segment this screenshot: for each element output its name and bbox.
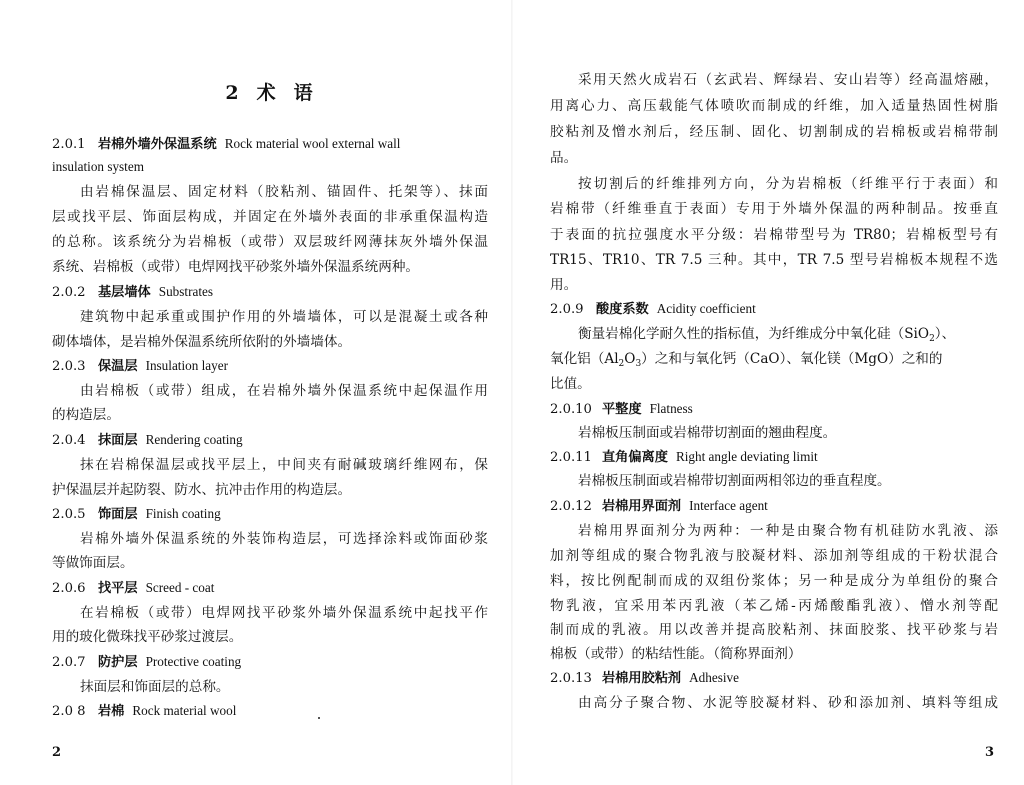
chapter-title-char-2: 语 <box>293 82 315 104</box>
term-cn: 基层墙体 <box>98 285 151 300</box>
body-line: 按切割后的纤维排列方向，分为岩棉板（纤维平行于表面）和 <box>578 176 998 192</box>
term-en: Right angle deviating limit <box>675 449 818 464</box>
term-cn: 找平层 <box>98 581 138 596</box>
body-line: 比值。 <box>550 376 591 392</box>
term-heading <box>550 399 998 420</box>
term-en: Insulation layer <box>145 358 228 373</box>
body-line: 的构造层。 <box>52 407 120 423</box>
body-line: 物乳液，宜采用苯丙乳液（苯乙烯-丙烯酸酯乳液）、憎水剂等配 <box>550 598 998 614</box>
page-number: 3 <box>984 745 994 760</box>
text-run: 衡量岩棉化学耐久性的指标值，为纤维成分中氧化硅（SiO <box>578 326 930 342</box>
body-line: TR15、TR10、TR 7.5 三种。其中，TR 7.5 型号岩棉板本规程不选 <box>550 252 998 268</box>
body-line: 在岩棉板（或带）电焊网找平砂浆外墙外保温系统中起找平作 <box>80 605 488 621</box>
body-line: 层或找平层、饰面层构成，并固定在外墙外表面的非承重保温构造 <box>52 209 488 225</box>
body-line: 用的玻化微珠找平砂浆过渡层。 <box>52 629 243 645</box>
term-heading <box>550 447 998 468</box>
term-heading <box>52 134 488 155</box>
body-line: 料，按比例配制而成的双组份浆体；另一种是成分为单组份的聚合 <box>550 573 998 589</box>
body-line: 制而成的乳液。用以改善并提高胶粘剂、抹面胶浆、找平砂浆与岩 <box>550 622 998 638</box>
body-line: 用离心力、高压载能气体喷吹而制成的纤维，加入适量热固性树脂 <box>550 98 998 114</box>
term-heading <box>52 701 488 722</box>
term-en: Flatness <box>649 401 693 416</box>
term-en: Protective coating <box>145 654 242 669</box>
term-heading <box>550 496 998 517</box>
term-cn: 直角偏离度 <box>602 450 668 465</box>
term-en: Acidity coefficient <box>656 301 756 316</box>
term-heading-cont <box>52 157 488 178</box>
term-number: 2.0.11 <box>550 450 592 465</box>
term-number: 2.0.6 <box>52 581 86 596</box>
term-heading <box>52 282 488 303</box>
body-line-chem <box>550 349 998 374</box>
term-cn: 岩棉用胶粘剂 <box>602 671 682 686</box>
text-run: ）之和与氧化钙（CaO）、氧化镁（MgO）之和的 <box>641 351 943 367</box>
body-line: 胶粘剂及憎水剂后，经压制、固化、切割制成的岩棉板或岩棉带制 <box>550 124 998 140</box>
term-number: 2.0.9 <box>550 302 584 317</box>
body-line: 抹在岩棉保温层或找平层上，中间夹有耐碱玻璃纤维网布，保 <box>80 457 488 473</box>
term-en: Finish coating <box>145 506 221 521</box>
term-en: Interface agent <box>689 498 768 513</box>
term-number: 2.0.4 <box>52 433 86 448</box>
term-en: Substrates <box>158 284 213 299</box>
body-line: 由岩棉板（或带）组成，在岩棉外墙外保温系统中起保温作用 <box>80 383 488 399</box>
term-cn: 防护层 <box>98 655 138 670</box>
term-en: Adhesive <box>689 670 739 685</box>
body-line: 岩棉板压制面或岩棉带切割面的翘曲程度。 <box>578 425 837 441</box>
term-heading <box>52 356 488 377</box>
term-cn: 酸度系数 <box>596 302 649 317</box>
body-line-chem <box>578 324 998 349</box>
body-line: 系统、岩棉板（或带）电焊网找平砂浆外墙外保温系统两种。 <box>52 259 420 275</box>
subscript: 2 <box>929 334 935 344</box>
chapter-number: 2 <box>225 82 241 104</box>
term-cn: 岩棉外墙外保温系统 <box>98 137 217 152</box>
term-en: Rock material wool external wall <box>224 136 401 151</box>
body-line: 由高分子聚合物、水泥等胶凝材料、砂和添加剂、填料等组成 <box>578 695 998 711</box>
term-cn: 平整度 <box>602 402 642 417</box>
term-heading <box>550 668 998 689</box>
body-line: 岩棉外墙外保温系统的外装饰构造层，可选择涂料或饰面砂浆 <box>80 531 488 547</box>
term-number: 2.0.7 <box>52 655 86 670</box>
text-run: ）、 <box>934 326 956 342</box>
term-heading <box>52 504 488 525</box>
subscript: 3 <box>635 359 642 369</box>
body-line: 于表面的抗拉强度水平分级：岩棉带型号为 TR80；岩棉板型号有 <box>550 227 998 243</box>
subscript: 2 <box>618 359 625 369</box>
term-heading <box>52 578 488 599</box>
term-cn: 饰面层 <box>98 507 138 522</box>
term-number: 2.0.5 <box>52 507 86 522</box>
term-en: Screed - coat <box>145 580 215 595</box>
term-number: 2.0.2 <box>52 285 86 300</box>
body-line: 棉板（或带）的粘结性能。（简称界面剂） <box>550 646 802 662</box>
chapter-heading <box>52 78 488 105</box>
term-cn: 岩棉 <box>98 704 125 719</box>
body-line: 建筑物中起承重或围护作用的外墙墙体，可以是混凝土或各种 <box>80 309 488 325</box>
term-number: 2.0.13 <box>550 671 592 686</box>
body-line: 护保温层并起防裂、防水、抗冲击作用的构造层。 <box>52 482 352 498</box>
body-line: 砌体墙体，是岩棉外保温系统所依附的外墙墙体。 <box>52 334 352 350</box>
body-line: 采用天然火成岩石（玄武岩、辉绿岩、安山岩等）经高温熔融， <box>578 72 998 88</box>
term-number: 2.0 8 <box>52 704 86 719</box>
term-number: 2.0.3 <box>52 359 86 374</box>
scan-speck <box>318 717 320 719</box>
term-en: Rendering coating <box>145 432 243 447</box>
term-en-cont: insulation system <box>52 159 144 174</box>
term-cn: 岩棉用界面剂 <box>602 499 682 514</box>
body-line: 抹面层和饰面层的总称。 <box>80 679 230 695</box>
page-number: 2 <box>52 745 62 760</box>
body-line: 品。 <box>550 150 578 166</box>
term-heading <box>550 299 998 320</box>
body-line: 岩棉带（纤维垂直于表面）专用于外墙外保温的两种制品。按垂直 <box>550 201 998 217</box>
body-line: 岩棉板压制面或岩棉带切割面两相邻边的垂直程度。 <box>578 473 891 489</box>
right-page <box>512 0 1024 785</box>
term-cn: 保温层 <box>98 359 138 374</box>
term-heading <box>52 430 488 451</box>
chapter-title-char-1: 术 <box>256 82 278 104</box>
body-line: 用。 <box>550 277 578 293</box>
term-cn: 抹面层 <box>98 433 138 448</box>
body-line: 的总称。该系统分为岩棉板（或带）双层玻纤网薄抹灰外墙外保温 <box>52 234 488 250</box>
text-run: O <box>624 351 636 367</box>
body-line: 由岩棉保温层、固定材料（胶粘剂、锚固件、托架等）、抹面 <box>80 184 488 200</box>
body-line: 等做饰面层。 <box>52 555 134 571</box>
term-heading <box>52 652 488 673</box>
term-number: 2.0.1 <box>52 137 86 152</box>
term-number: 2.0.10 <box>550 402 592 417</box>
term-en: Rock material wool <box>132 703 237 718</box>
body-line: 加剂等组成的聚合物乳液与胶凝材料、添加剂等组成的干粉状混合 <box>550 548 998 564</box>
text-run: 氧化铝（Al <box>550 351 619 367</box>
term-number: 2.0.12 <box>550 499 592 514</box>
body-line: 岩棉用界面剂分为两种：一种是由聚合物有机硅防水乳液、添 <box>578 523 998 539</box>
